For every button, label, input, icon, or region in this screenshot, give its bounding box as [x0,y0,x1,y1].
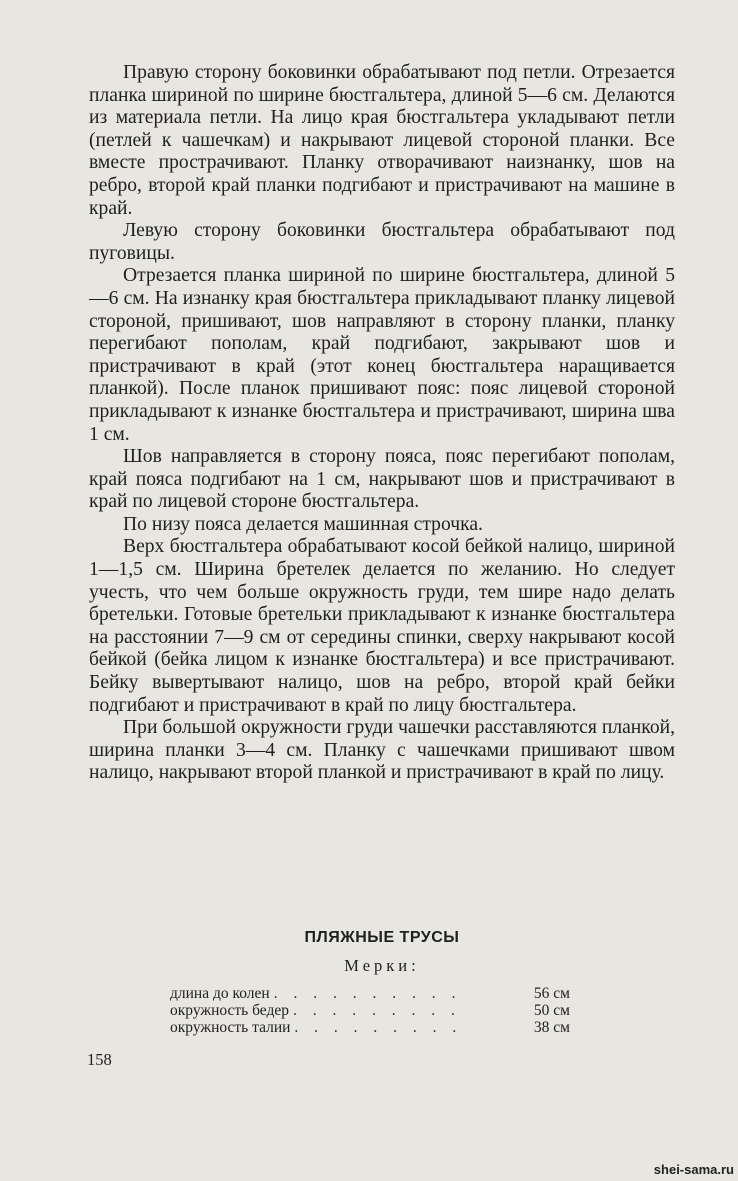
paragraph: Шов направляется в сторону пояса, пояс перегибают пополам, край пояса подгибают на 1 см, накрывают шов и пристрачивают в край по лицевой стороне бюстгальтера. [89,446,675,513]
measures-heading: Мерки: [344,956,420,975]
page-number: 158 [87,1050,112,1069]
section-title: ПЛЯЖНЫЕ ТРУСЫ [304,929,460,946]
paragraph: Левую сторону боковинки бюстгальтера обрабатывают под пуговицы. [89,220,675,264]
measure-value: 56 см [533,985,570,1002]
leader-dots: . . . . . . . . . [294,1019,463,1037]
paragraph: Правую сторону боковинки обрабатывают под петли. Отрезается планка шириной по ширине бюстгальтера, длиной 5—6 см. Делаются из материала петли. На лицо края бюстгальтера укладывают петли (петлей к чашечкам) и накрывают лицевой стороной планки. Все вместе прострачивают. Планку отворачивают наизнанку, шов на ребро, второй край планки подгибают и пристрачивают на машине в край. [89,62,675,219]
leader-dots: . . . . . . . . . . [273,985,462,1002]
body-text [89,62,675,785]
measure-label: длина до колен [170,985,270,1002]
measures-list [170,985,570,1037]
measure-value: 38 см [533,1019,570,1037]
paragraph: Верх бюстгальтера обрабатывают косой бейкой налицо, шириной 1—1,5 см. Ширина бретелек делается по желанию. Но следует учесть, что чем больше окружность груди, тем шире надо делать бретельки. Готовые бретельки прикладывают к изнанке бюстгальтера на расстоянии 7—9 см от середины спинки, сверху накрывают косой бейкой (бейка лицом к изнанке бюстгальтера) и все пристрачивают. Бейку вывертывают налицо, шов на ребро, второй край бейки подгибают и пристрачивают в край по лицу бюстгальтера. [89,536,675,716]
measure-row [170,1002,570,1019]
measure-row [170,985,570,1002]
paragraph: При большой окружности груди чашечки расставляются планкой, ширина планки 3—4 см. Планку с чашечками пришивают швом налицо, накрывают второй планкой и пристрачивают в край по лицу. [89,717,675,784]
leader-dots: . . . . . . . . . [292,1002,461,1020]
measure-label: окружность талии [170,1019,291,1037]
site-watermark: shei-sama.ru [653,1162,734,1177]
measure-label: окружность бедер [170,1002,289,1020]
paragraph: По низу пояса делается машинная строчка. [123,513,483,535]
paragraph: Отрезается планка шириной по ширине бюстгальтера, длиной 5—6 см. На изнанку края бюстгальтера прикладывают планку лицевой стороной, пришивают, шов направляют в сторону планки, планку перегибают пополам, край подгибают, закрывают шов и пристрачивают в край (этот конец бюстгальтера наращивается планкой). После планок пришивают пояс: пояс лицевой стороной прикладывают к изнанке бюстгальтера и пристрачивают, ширина шва 1 см. [89,265,675,445]
measure-value: 50 см [533,1002,570,1020]
measure-row [170,1019,570,1036]
